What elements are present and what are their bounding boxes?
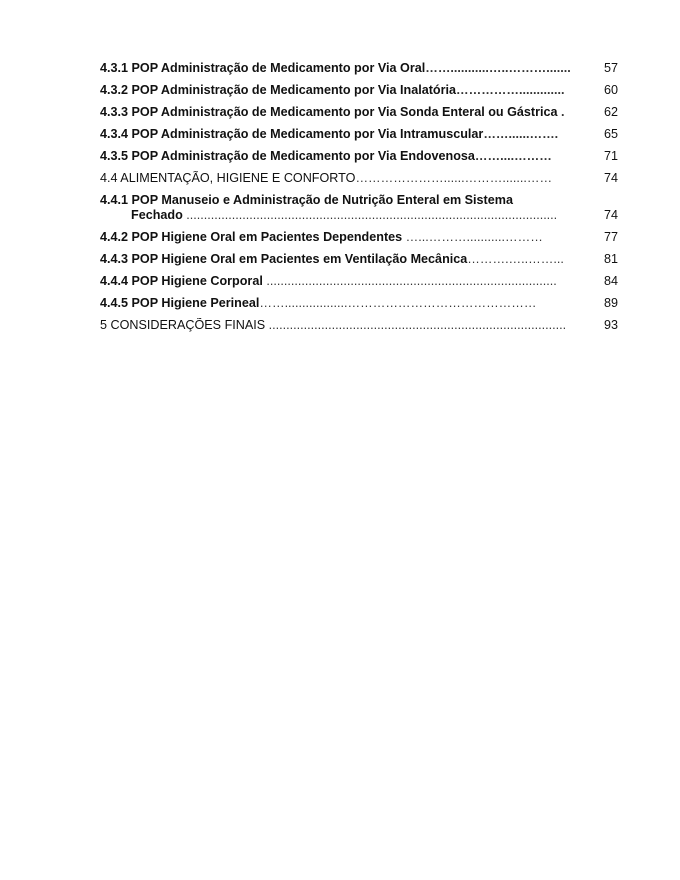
toc-entry-title: 4.4 ALIMENTAÇÃO, HIGIENE E CONFORTO xyxy=(100,171,356,185)
toc-entry-4-3-4[interactable] xyxy=(100,127,618,142)
toc-entry-title: 4.3.3 POP Administração de Medicamento por Via Sonda Enteral ou Gástrica xyxy=(100,105,558,119)
toc-dot-leader: …………………......……….......…… xyxy=(355,171,553,185)
toc-entry-4-4-4[interactable] xyxy=(100,274,618,289)
toc-entry-4-4-1[interactable] xyxy=(100,193,618,223)
toc-entry-4-4[interactable] xyxy=(100,171,618,186)
toc-page-number: 93 xyxy=(603,318,618,332)
toc-entry-5[interactable] xyxy=(100,318,618,333)
toc-entry-title: 4.4.5 POP Higiene Perineal xyxy=(100,296,260,310)
toc-entry-title: 4.4.2 POP Higiene Oral em Pacientes Dependentes xyxy=(100,230,403,244)
toc-page-number: 71 xyxy=(603,149,618,163)
toc-page-number: 60 xyxy=(603,83,618,97)
toc-entry-4-3-3[interactable] xyxy=(100,105,618,120)
toc-dot-leader: ..................................................................................... xyxy=(265,318,567,332)
toc-page-number: 84 xyxy=(603,274,618,288)
toc-dot-leader: ……..................……………………………………… xyxy=(259,296,537,310)
toc-dot-leader: .......................................................................................................... xyxy=(182,208,558,222)
toc-entry-title-line2: Fechado xyxy=(131,208,183,222)
toc-entry-title: 4.3.2 POP Administração de Medicamento por Via Inalatória xyxy=(100,83,457,97)
toc-dot-leader: ……………............. xyxy=(456,83,565,97)
toc-entry-4-3-5[interactable] xyxy=(100,149,618,164)
toc-dot-leader: ……...........…..………....... xyxy=(425,61,571,75)
toc-entry-title: 5 CONSIDERAÇÕES FINAIS xyxy=(100,318,266,332)
toc-entry-title: 4.3.1 POP Administração de Medicamento por Via Oral xyxy=(100,61,426,75)
toc-dot-leader: ……....……… xyxy=(474,149,552,163)
toc-page-number: 65 xyxy=(603,127,618,141)
toc-entry-4-3-2[interactable] xyxy=(100,83,618,98)
toc-dot-leader: …...………...........……… xyxy=(402,230,543,244)
toc-entry-title-line1: 4.4.1 POP Manuseio e Administração de Nutrição Enteral em Sistema xyxy=(100,193,513,207)
toc-page-number: 89 xyxy=(603,296,618,310)
toc-entry-title: 4.4.3 POP Higiene Oral em Pacientes em Ventilação Mecânica xyxy=(100,252,468,266)
toc-page-number: 57 xyxy=(603,61,618,75)
toc-dot-leader: ……......……. xyxy=(483,127,559,141)
toc-dot-leader: . xyxy=(557,105,565,119)
toc-dot-leader: ……….…..……... xyxy=(467,252,564,266)
toc-entry-4-4-3[interactable] xyxy=(100,252,618,267)
toc-page-number: 77 xyxy=(603,230,618,244)
toc-entry-title: 4.3.4 POP Administração de Medicamento por Via Intramuscular xyxy=(100,127,484,141)
toc-entry-4-4-2[interactable] xyxy=(100,230,618,245)
toc-page-number: 74 xyxy=(603,208,618,222)
toc-entry-title: 4.4.4 POP Higiene Corporal xyxy=(100,274,263,288)
toc-dot-leader: ................................................................................... xyxy=(262,274,557,288)
toc-entry-4-3-1[interactable] xyxy=(100,61,618,76)
table-of-contents xyxy=(100,61,618,340)
toc-page-number: 74 xyxy=(603,171,618,185)
toc-entry-title: 4.3.5 POP Administração de Medicamento por Via Endovenosa xyxy=(100,149,475,163)
toc-page-number: 81 xyxy=(603,252,618,266)
toc-page-number: 62 xyxy=(603,105,618,119)
toc-entry-4-4-5[interactable] xyxy=(100,296,618,311)
